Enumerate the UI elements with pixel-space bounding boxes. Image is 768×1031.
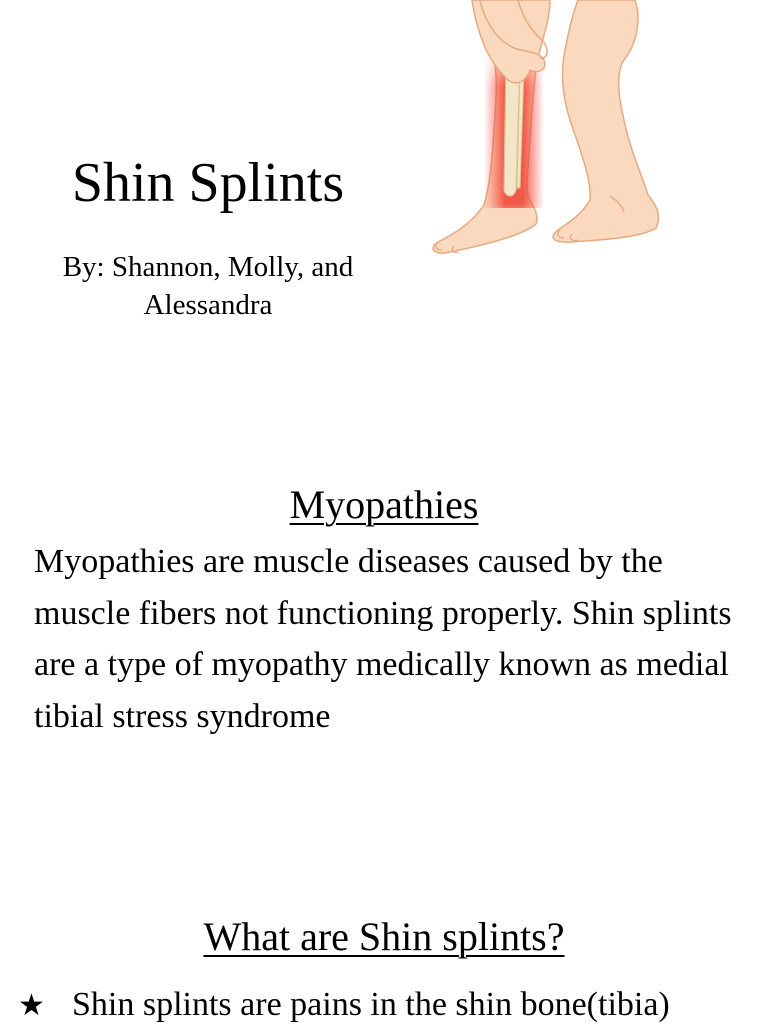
page-title: Shin Splints	[71, 152, 345, 214]
myopathies-heading: Myopathies	[289, 482, 479, 527]
myopathies-paragraph: Myopathies are muscle diseases caused by the muscle fibers not functioning properly. Shin splints are a type of myopathy medically known as medial tibial stress syndrome	[34, 543, 732, 735]
authors-subtitle: By: Shannon, Molly, and Alessandra	[62, 251, 354, 321]
list-item	[18, 980, 758, 1031]
what-are-shin-splints-heading: What are Shin splints?	[203, 914, 565, 959]
bullet-text: Shin splints are pains in the shin bone(tibia)	[72, 986, 670, 1023]
title-slide	[0, 0, 768, 340]
shin-pain-illustration	[410, 0, 700, 265]
star-bullet-icon: ★	[18, 988, 45, 1023]
